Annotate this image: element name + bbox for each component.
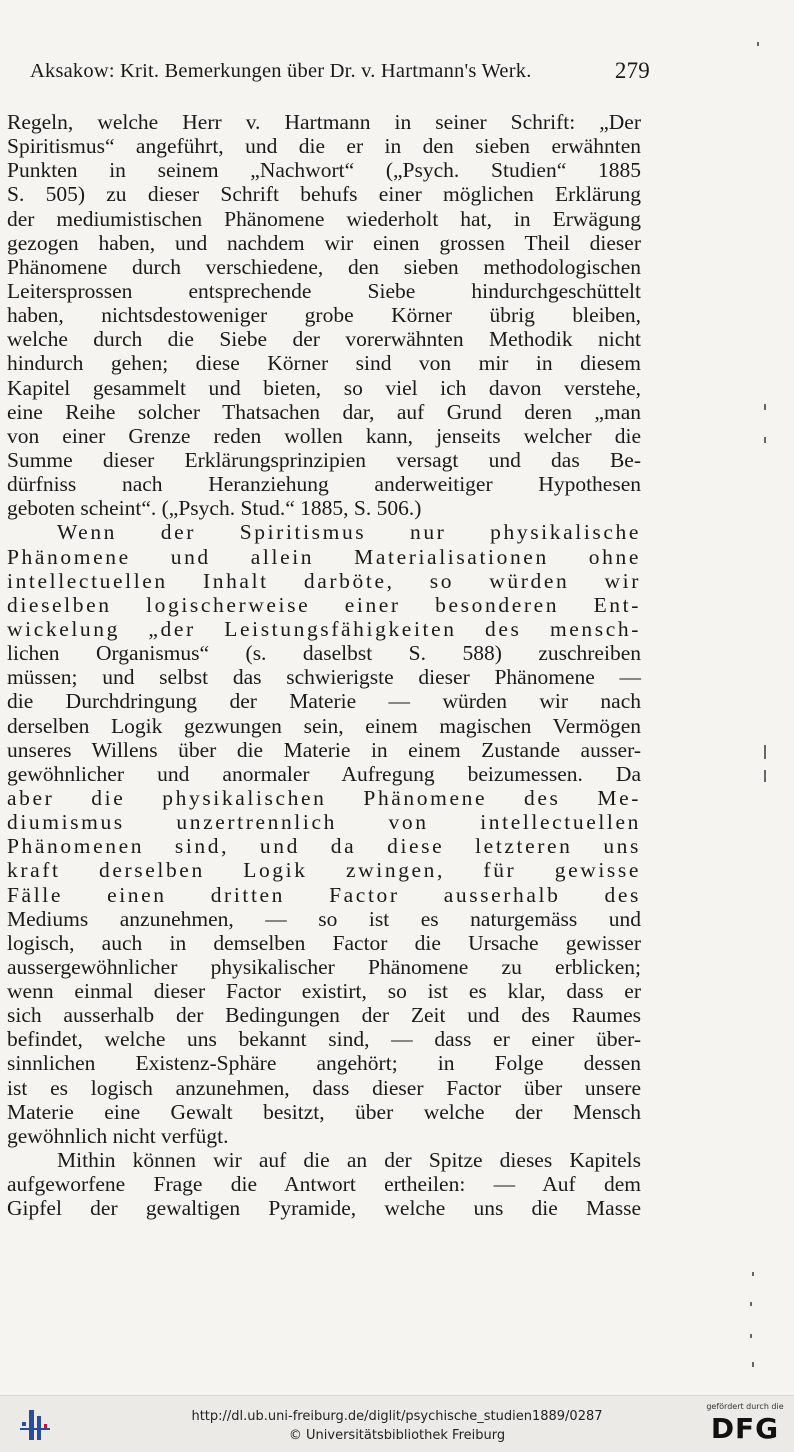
- text-line: wickelung „der Leistungsfähigkeiten des mensch-: [7, 616, 641, 641]
- scan-speck: [764, 770, 766, 782]
- text-line: Punkten in seinem „Nachwort“ („Psych. Studien“ 1885: [7, 158, 641, 183]
- text-line: aber die physikalischen Phänomene des Me-: [7, 785, 641, 810]
- running-head: [30, 60, 650, 90]
- text-line: Phänomenen sind, und da diese letzteren uns: [7, 834, 641, 859]
- text-line: Phänomene und allein Materialisationen ohne: [7, 544, 641, 569]
- text-line: aussergewöhnlicher physikalischer Phänomene zu erblicken;: [7, 954, 641, 979]
- text-line: Mediums anzunehmen, — so ist es naturgemäss und: [7, 906, 641, 931]
- text-line: gewöhnlicher und anormaler Aufregung beizumessen. Da: [7, 761, 641, 786]
- text-line: lichen Organismus“ (s. daselbst S. 588) zuschreiben: [7, 641, 641, 666]
- text-line: von einer Grenze reden wollen kann, jenseits welcher die: [7, 423, 641, 448]
- scan-speck: [752, 1272, 754, 1276]
- text-line: Fälle einen dritten Factor ausserhalb des: [7, 882, 641, 907]
- scan-speck: [757, 42, 759, 46]
- scan-speck: [750, 1334, 752, 1338]
- text-line: logisch, auch in demselben Factor die Ursache gewisser: [7, 930, 641, 955]
- text-line: sinnlichen Existenz-Sphäre angehört; in Folge dessen: [7, 1051, 641, 1076]
- scan-speck: [752, 1362, 754, 1367]
- text-line: intellectuellen Inhalt darböte, so würden wir: [7, 568, 641, 593]
- text-line: S. 505) zu dieser Schrift behufs einer möglichen Erklärung: [7, 182, 641, 207]
- text-line: gewöhnlich nicht verfügt.: [7, 1123, 229, 1148]
- scan-speck: [764, 404, 766, 410]
- dfg-logo[interactable]: [702, 1402, 788, 1446]
- text-line: aufgeworfene Frage die Antwort ertheilen: — Auf dem: [7, 1172, 641, 1197]
- text-line: diumismus unzertrennlich von intellectuellen: [7, 810, 641, 835]
- text-line: Kapitel gesammelt und bieten, so viel ich davon verstehe,: [7, 375, 641, 400]
- text-line: hindurch gehen; diese Körner sind von mir in diesem: [7, 351, 641, 376]
- text-line: der mediumistischen Phänomene wiederholt hat, in Erwägung: [7, 206, 641, 231]
- text-line: kraft derselben Logik zwingen, für gewisse: [7, 858, 641, 883]
- text-line: dürfniss nach Heranziehung anderweitiger Hypothesen: [7, 472, 641, 497]
- page-number: 279: [614, 58, 650, 83]
- text-line: Mithin können wir auf die an der Spitze dieses Kapitels: [57, 1148, 641, 1173]
- viewer-footer: [0, 1395, 794, 1452]
- text-line: Leitersprossen entsprechende Siebe hindurchgeschüttelt: [7, 278, 641, 303]
- text-line: ist es logisch anzunehmen, dass dieser Factor über unsere: [7, 1075, 641, 1100]
- text-line: Phänomene durch verschiedene, den sieben methodologischen: [7, 254, 641, 279]
- text-line: befindet, welche uns bekannt sind, — dass er einer über-: [7, 1027, 641, 1052]
- text-line: unseres Willens über die Materie in einem Zustande ausser-: [7, 737, 641, 762]
- dfg-logo-text: DFG: [710, 1412, 780, 1445]
- text-line: geboten scheint“. („Psych. Stud.“ 1885, S. 506.): [7, 496, 422, 521]
- text-line: Wenn der Spiritismus nur physikalische: [57, 520, 641, 545]
- dfg-funding-label: gefördert durch die: [706, 1402, 784, 1411]
- text-line: derselben Logik gezwungen sein, einem magischen Vermögen: [7, 713, 641, 738]
- text-line: Spiritismus“ angeführt, und die er in den sieben erwähnten: [7, 134, 641, 159]
- source-url-link[interactable]: http://dl.ub.uni-freiburg.de/diglit/psychische_studien1889/0287: [191, 1409, 603, 1424]
- copyright-text: © Universitätsbibliothek Freiburg: [288, 1428, 506, 1443]
- text-line: Regeln, welche Herr v. Hartmann in seiner Schrift: „Der: [7, 110, 641, 134]
- text-line: dieselben logischerweise einer besonderen Ent-: [7, 592, 641, 617]
- body-text: [7, 110, 641, 1220]
- text-line: sich ausserhalb der Bedingungen der Zeit und des Raumes: [7, 1003, 641, 1028]
- text-line: Summe dieser Erklärungsprinzipien versagt und das Be-: [7, 447, 641, 472]
- text-line: Gipfel der gewaltigen Pyramide, welche uns die Masse: [7, 1196, 641, 1221]
- running-title: Aksakow: Krit. Bemerkungen über Dr. v. Hartmann's Werk.: [30, 60, 532, 82]
- text-line: gezogen haben, und nachdem wir einen grossen Theil dieser: [7, 230, 641, 255]
- text-line: haben, nichtsdestoweniger grobe Körner übrig bleiben,: [7, 303, 641, 328]
- text-line: müssen; und selbst das schwierigste dieser Phänomene —: [7, 665, 641, 690]
- text-line: die Durchdringung der Materie — würden wir nach: [7, 689, 641, 714]
- text-line: wenn einmal dieser Factor existirt, so ist es klar, dass er: [7, 979, 641, 1004]
- scan-speck: [750, 1302, 752, 1306]
- text-line: eine Reihe solcher Thatsachen dar, auf Grund deren „man: [7, 399, 641, 424]
- scan-speck: [764, 745, 766, 759]
- text-line: Materie eine Gewalt besitzt, über welche der Mensch: [7, 1099, 641, 1124]
- scan-speck: [764, 437, 766, 443]
- text-line: welche durch die Siebe der vorerwähnten Methodik nicht: [7, 327, 641, 352]
